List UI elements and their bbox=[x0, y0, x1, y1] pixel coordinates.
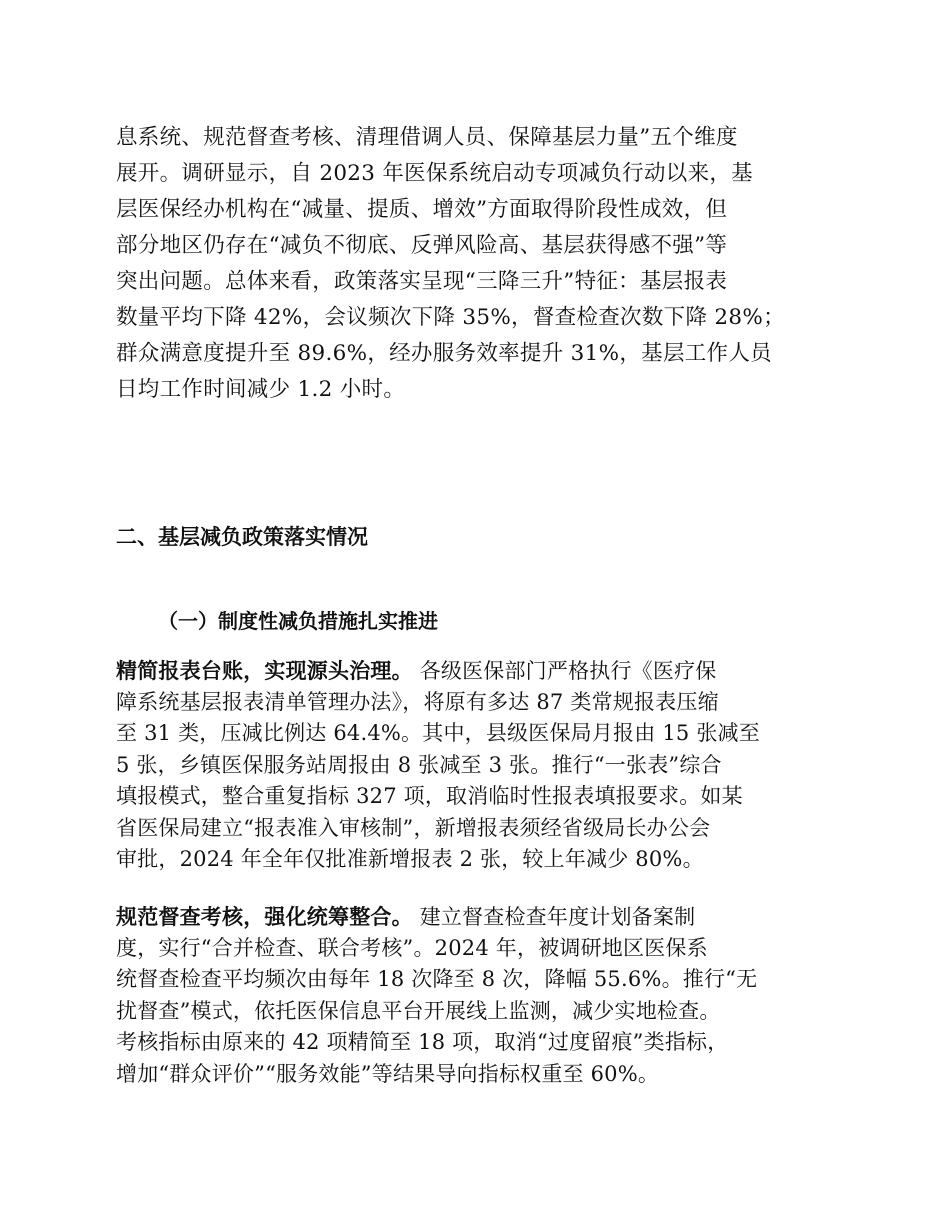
paragraph-text: 各级医保部门严格执行《医疗保 bbox=[412, 659, 717, 683]
text-line: 展开。调研显示，自 2023 年医保系统启动专项减负行动以来，基 bbox=[116, 161, 753, 186]
text-line: 扰督查”模式，依托医保信息平台开展线上监测，减少实地检查。 bbox=[116, 998, 721, 1023]
paragraph-report-simplification bbox=[116, 655, 846, 876]
text-line: 部分地区仍存在“减负不彻底、反弹风险高、基层获得感不强”等 bbox=[116, 233, 728, 258]
text-line bbox=[116, 655, 846, 687]
text-line: 增加“群众评价”“服务效能”等结果导向指标权重至 60%。 bbox=[116, 1061, 660, 1086]
text-line: 考核指标由原来的 42 项精简至 18 项，取消“过度留痕”类指标， bbox=[116, 1030, 729, 1054]
paragraph-text: 建立督查检查年度计划备案制 bbox=[412, 905, 696, 929]
text-line: 突出问题。总体来看，政策落实呈现“三降三升”特征：基层报表 bbox=[116, 269, 728, 294]
text-line: 审批，2024 年全年仅批准新增报表 2 张，较上年减少 80%。 bbox=[116, 847, 704, 871]
text-line: 息系统、规范督查考核、清理借调人员、保障基层力量”五个维度 bbox=[116, 125, 738, 150]
text-line: 至 31 类，压减比例达 64.4%。其中，县级医保局月报由 15 张减至 bbox=[116, 721, 760, 745]
paragraph-lead: 精简报表台账，实现源头治理。 bbox=[116, 658, 413, 683]
text-line: 日均工作时间减少 1.2 小时。 bbox=[116, 377, 406, 402]
text-line: 群众满意度提升至 89.6%，经办服务效率提升 31%，基层工作人员 bbox=[116, 341, 772, 366]
text-line: 障系统基层报表清单管理办法》，将原有多达 87 类常规报表压缩 bbox=[116, 689, 719, 714]
text-line: 省医保局建立“报表准入审核制”，新增报表须经省级局长办公会 bbox=[116, 815, 711, 840]
paragraph-inspection-standardization bbox=[116, 901, 846, 1090]
text-line: 5 张，乡镇医保服务站周报由 8 张减至 3 张。推行“一张表”综合 bbox=[116, 752, 722, 777]
text-line: 填报模式，整合重复指标 327 项，取消临时性报表填报要求。如某 bbox=[116, 784, 743, 808]
paragraph-lead: 规范督查考核，强化统筹整合。 bbox=[116, 904, 413, 929]
text-line: 统督查检查平均频次由每年 18 次降至 8 次，降幅 55.6%。推行“无 bbox=[116, 967, 758, 991]
text-line: 层医保经办机构在“减量、提质、增效”方面取得阶段性成效，但 bbox=[116, 197, 728, 222]
text-line: 数量平均下降 42%，会议频次下降 35%，督查检查次数下降 28%； bbox=[116, 305, 785, 330]
text-line: 度，实行“合并检查、联合考核”。2024 年，被调研地区医保系 bbox=[116, 935, 708, 960]
text-line bbox=[116, 901, 846, 933]
subsection-heading: （一）制度性减负措施扎实推进 bbox=[158, 609, 438, 633]
section-heading: 二、基层减负政策落实情况 bbox=[116, 525, 368, 549]
intro-paragraph bbox=[116, 120, 846, 408]
